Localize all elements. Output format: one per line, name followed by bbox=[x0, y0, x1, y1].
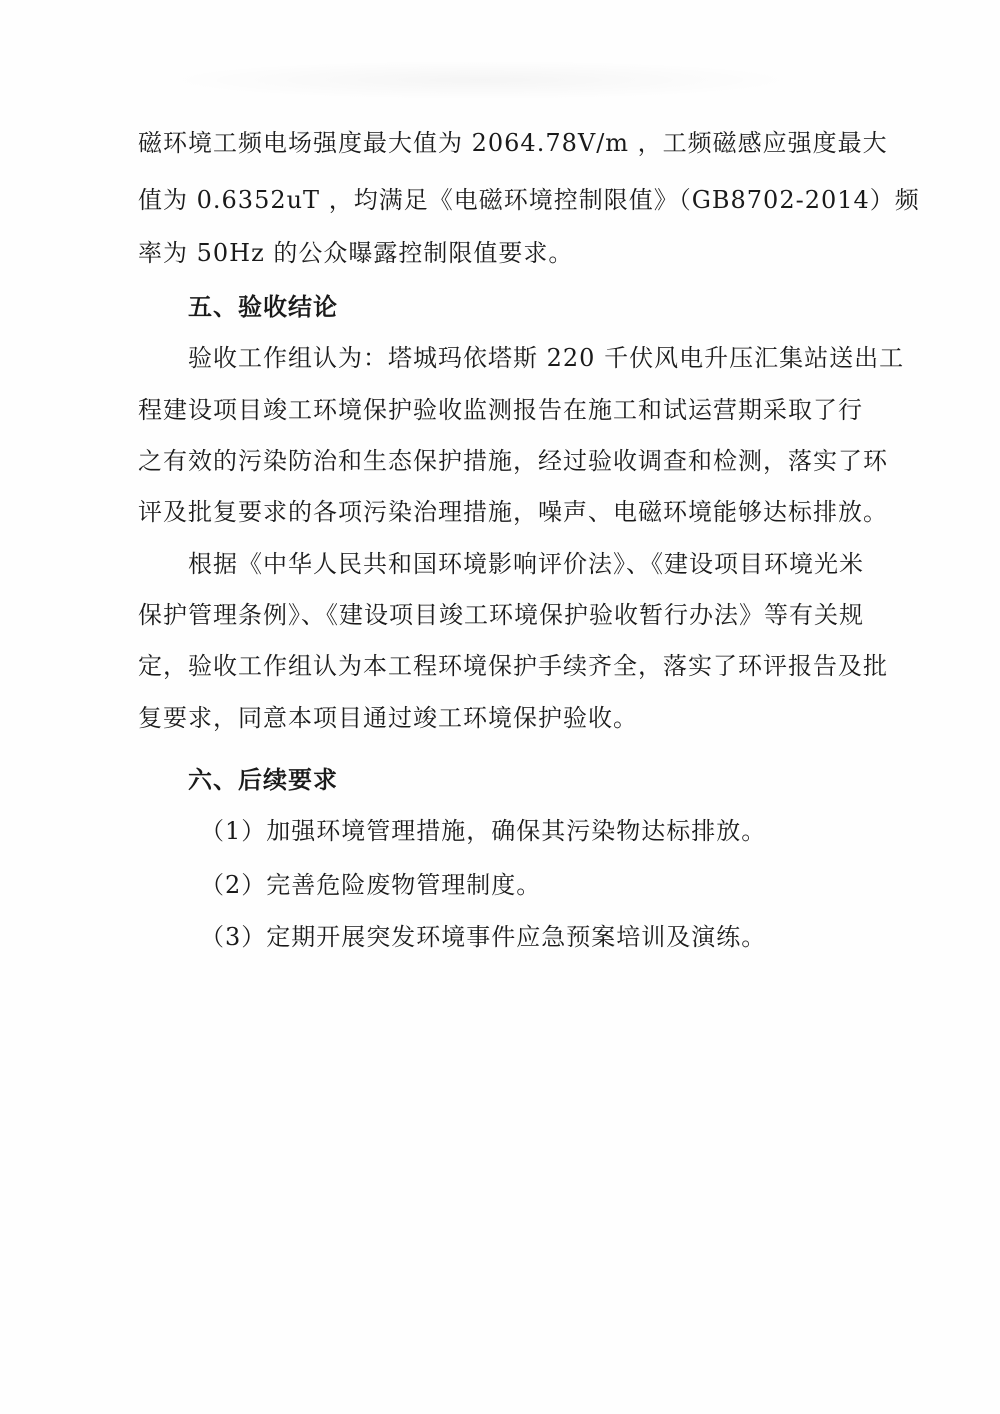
requirement-item-3: （3）定期开展突发环境事件应急预案培训及演练。 bbox=[200, 923, 767, 951]
requirement-item-1: （1）加强环境管理措施，确保其污染物达标排放。 bbox=[200, 817, 767, 845]
conclusion-line-3: 之有效的污染防治和生态保护措施，经过验收调查和检测，落实了环 bbox=[138, 447, 888, 475]
basis-line-1: 根据《中华人民共和国环境影响评价法》、《建设项目环境光米 bbox=[188, 550, 864, 578]
basis-line-4: 复要求，同意本项目通过竣工环境保护验收。 bbox=[138, 704, 638, 732]
conclusion-line-1: 验收工作组认为：塔城玛依塔斯 220 千伏风电升压汇集站送出工 bbox=[188, 344, 905, 372]
requirement-item-2: （2）完善危险废物管理制度。 bbox=[200, 871, 542, 899]
emf-paragraph-line-1: 磁环境工频电场强度最大值为 2064.78V/m ，工频磁感应强度最大 bbox=[138, 129, 888, 157]
scan-artifact bbox=[160, 60, 800, 100]
emf-paragraph-line-3: 率为 50Hz 的公众曝露控制限值要求。 bbox=[138, 239, 574, 267]
section-6-heading: 六、后续要求 bbox=[188, 765, 338, 794]
conclusion-line-2: 程建设项目竣工环境保护验收监测报告在施工和试运营期采取了行 bbox=[138, 396, 863, 424]
section-5-heading: 五、验收结论 bbox=[188, 292, 338, 321]
basis-line-3: 定，验收工作组认为本工程环境保护手续齐全，落实了环评报告及批 bbox=[138, 652, 888, 680]
basis-line-2: 保护管理条例》、《建设项目竣工环境保护验收暂行办法》等有关规 bbox=[138, 601, 864, 629]
conclusion-line-4: 评及批复要求的各项污染治理措施，噪声、电磁环境能够达标排放。 bbox=[138, 498, 888, 526]
emf-paragraph-line-2: 值为 0.6352uT ，均满足《电磁环境控制限值》（GB8702-2014）频 bbox=[138, 186, 920, 214]
